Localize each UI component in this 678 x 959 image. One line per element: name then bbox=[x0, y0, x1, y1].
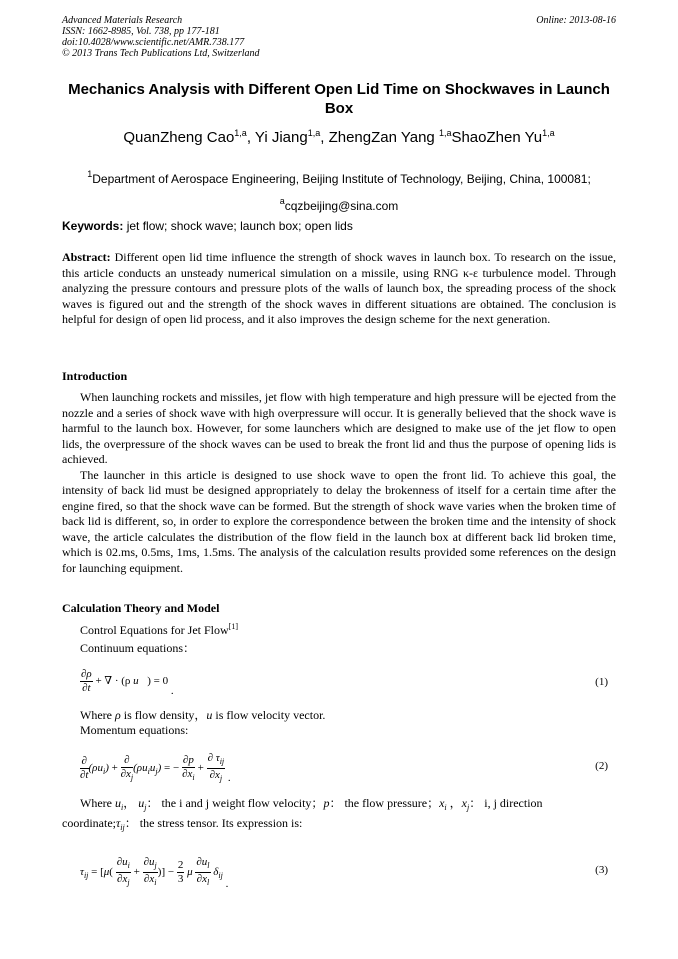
email-line bbox=[62, 190, 616, 217]
coordinate-text: coordinate; bbox=[62, 815, 116, 830]
control-equations-line bbox=[80, 622, 238, 638]
equation-1-number: (1) bbox=[595, 676, 608, 688]
xi-symbol: $x_i$ bbox=[439, 796, 447, 812]
keywords-line bbox=[62, 219, 353, 233]
journal-name: Advanced Materials Research bbox=[62, 15, 183, 26]
keywords-text: jet flow; shock wave; launch box; open lids bbox=[126, 219, 353, 233]
equation-3-number: (3) bbox=[595, 864, 608, 876]
paper-title: Mechanics Analysis with Different Open Lid Time on Shockwaves in Launch Box bbox=[68, 81, 610, 117]
author-name: ZhengZan Yang bbox=[328, 129, 439, 146]
xj-symbol: $x_j$ bbox=[461, 796, 470, 812]
where-text: Where bbox=[80, 796, 112, 810]
issn-line: ISSN: 1662-8985, Vol. 738, pp 177-181 bbox=[62, 26, 220, 37]
copyright-line: © 2013 Trans Tech Publications Ltd, Switzerland bbox=[62, 48, 260, 59]
equation-2-number: (2) bbox=[595, 760, 608, 772]
intro-paragraph-1: When launching rockets and missiles, jet flow with high temperature and high pressure will be ejected from the nozzle and a series of shock wave with high overpressure will occur. It is generally believed that the shock wave is harmful to the launch box. However, for some launchers which are designed to make use of the jet flow to open lids, the overpressure of the shock waves can be used to break the front lid and thus the purpose of opening lids is achieved. bbox=[62, 390, 616, 466]
pressure-text: ： the flow pressure； bbox=[329, 796, 440, 810]
abstract-block bbox=[62, 250, 616, 328]
momentum-label: Momentum equations: bbox=[80, 723, 189, 737]
partial-fraction: $\frac{\partial\rho}{\partial t}$ bbox=[81, 668, 92, 694]
tau-symbol: $\tau_{ij}$ bbox=[115, 815, 125, 832]
u-symbol: u bbox=[206, 708, 213, 722]
journal-meta bbox=[62, 15, 260, 59]
comma-text: ， bbox=[123, 796, 136, 810]
density-text: is flow density， bbox=[120, 708, 207, 722]
equation-2: $\frac{\partial}{\partial t}$ $(\rho u_i)$ + $\frac{\partial}{\partial x_j}$ $(\rho u_iu_j)$ = − $\frac{\partial p}{\partial x_i}$ + $\frac{\partial \tau_{ij}}{\partial x_j}$ . bbox=[80, 752, 231, 785]
keywords-label: Keywords: bbox=[62, 219, 124, 233]
where-density-line bbox=[80, 706, 325, 723]
equation-1: $\frac{\partial\rho}{\partial t}$ + ∇ · (ρ u⃗) = 0 . bbox=[81, 668, 174, 698]
control-equations-label: Control Equations for Jet Flow bbox=[80, 623, 229, 637]
abstract-text: Different open lid time influence the strength of shock waves in launch box. To research on the issue, this article conducts an unsteady numerical simulation on a missile, using RNG κ-ε turbulence model. Through analyzing the pressure contours and pressure plots of the walls of launch box, the spreading process of the shock waves is figured out and the strength of the shock waves in different situations are obtained. The conclusion is helpful for design of open lid process, and it also improves the design scheme for the next generation. bbox=[62, 250, 617, 326]
introduction-body bbox=[62, 390, 616, 576]
where-text: Where bbox=[80, 708, 115, 722]
where-velocity-block: Where $u_i$， $u_j$： the i and j weight flow velocity；p： the flow pressure；$x_i$ ，$x_j$： i, j direction $coordinate;\tau_{ij}$： the stress tensor. Its expression is: bbox=[62, 796, 543, 832]
affiliation-sup: 1 bbox=[87, 169, 93, 179]
velocity-text: is flow velocity vector. bbox=[212, 708, 326, 722]
citation-ref: [1] bbox=[228, 622, 238, 631]
stress-tensor-text: ： the stress tensor. Its expression is: bbox=[124, 815, 303, 830]
email-sup: a bbox=[279, 196, 285, 206]
email-address: cqzbeijing@sina.com bbox=[284, 199, 399, 213]
author-name: ShaoZhen Yu bbox=[451, 129, 543, 146]
equation-3: $\tau_{ij} = [\mu$( $\frac{\partial u_i}{\partial x_j}$ + $\frac{\partial u_j}{\partial x_i}$ )] − $\frac{2}{3}$ μ $\frac{\partial u_l}{\partial x_l}$ $\delta_{ij}$ . bbox=[80, 856, 229, 891]
author-affil-sup: 1,a bbox=[234, 128, 247, 138]
author-affil-sup: 1,a bbox=[307, 128, 321, 138]
continuum-label: Continuum equations： bbox=[80, 641, 195, 655]
doi-line: doi:10.4028/www.scientific.net/AMR.738.177 bbox=[62, 37, 245, 48]
rho-symbol: ρ bbox=[114, 708, 121, 722]
affiliation-text: Department of Aerospace Engineering, Beijing Institute of Technology, Beijing, China, 100081; bbox=[92, 172, 591, 186]
introduction-heading: Introduction bbox=[62, 369, 128, 383]
weight-velocity-text: ： the i and j weight flow velocity； bbox=[146, 796, 324, 810]
online-date: Online: 2013-08-16 bbox=[536, 15, 616, 26]
theory-heading: Calculation Theory and Model bbox=[62, 601, 220, 615]
ui-symbol: $u_i$ bbox=[114, 796, 124, 812]
direction-text: ： i, j direction bbox=[469, 796, 543, 810]
uj-symbol: $u_j$ bbox=[138, 796, 147, 812]
author-name: Yi Jiang bbox=[254, 129, 308, 146]
author-list: QuanZheng Cao$^{1,a}$, Yi Jiang$^{1,a}$, ZhengZan Yang $^{1,a}$ShaoZhen Yu$^{1,a}$ bbox=[123, 128, 555, 146]
author-affil-sup: 1,a bbox=[438, 128, 452, 138]
affiliation-block bbox=[62, 163, 616, 217]
intro-paragraph-2: The launcher in this article is designed to use shock wave to open the front lid. To achieve this goal, the intensity of back lid must be designed appropriately to delay the brokenness of itself for a certain time after the engine fired, so that the shock wave can be formed. But the strength of shock wave varies when the broken time of back lid is different, so, in order to explore the correspondence between the broken time and the intensity of shock wave, the article calculates the distribution of the flow field in the launch box at different back lid broken time, which is 02.ms, 0.5ms, 1ms, 1.5ms. The analysis of the calculation results provided some references on the design for launching equipment. bbox=[62, 467, 616, 575]
affiliation-line bbox=[62, 163, 616, 190]
author-name: QuanZheng Cao bbox=[123, 129, 235, 146]
abstract-label: Abstract: bbox=[62, 250, 111, 264]
p-symbol: p bbox=[323, 796, 330, 810]
author-affil-sup: 1,a bbox=[542, 128, 555, 138]
